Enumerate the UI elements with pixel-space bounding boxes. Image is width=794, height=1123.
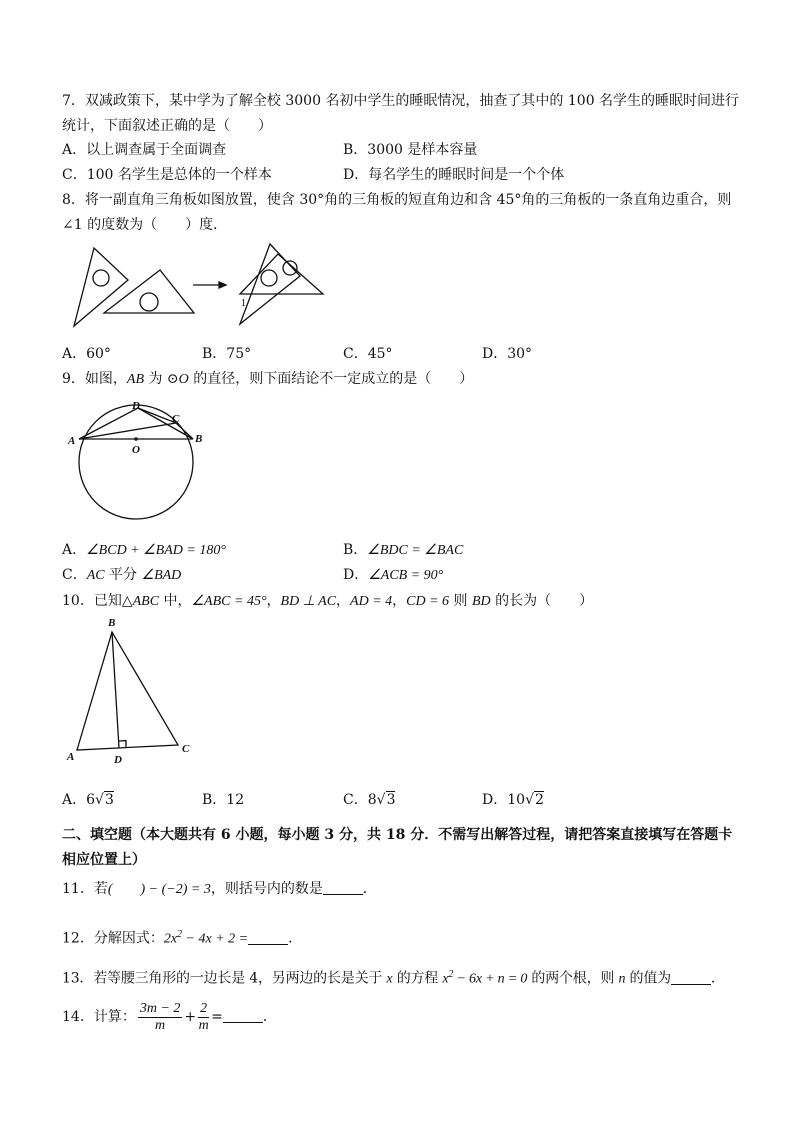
q9-circle-figure	[62, 398, 212, 528]
q9-label-b: B	[195, 433, 203, 445]
q8-right-hole	[140, 293, 158, 311]
q10-option-a-coef: 6	[86, 792, 96, 808]
q10-altitude-bd	[112, 632, 119, 748]
q10-option-c-prefix: C．	[343, 792, 368, 808]
q10-label-a: A	[67, 751, 75, 763]
q10-stem	[62, 592, 593, 611]
q8-stem-line1: 8．将一副直角三角板如图放置，使含 30°角的三角板的短直角边和含 45°角的三角板的一条直角边重合，则	[62, 192, 732, 208]
q8-option-d: D．30°	[482, 346, 533, 362]
q10-option-c	[343, 791, 395, 809]
q10-t6: 的长为（ ）	[490, 593, 594, 609]
q10-option-d-prefix: D．	[482, 792, 508, 808]
q10-m5: BD	[471, 594, 491, 609]
q10-option-b: B．12	[202, 792, 245, 808]
q9-center-dot	[134, 437, 138, 441]
q9-option-c	[62, 566, 181, 585]
q9-option-c-math1: AC	[86, 568, 105, 583]
q10-option-a-prefix: A．	[62, 792, 87, 808]
q10-m3: AD = 4	[350, 594, 393, 609]
q9-option-c-math2: ∠BAD	[141, 568, 182, 583]
q13-post: 的两个根，则	[527, 970, 619, 987]
q12	[62, 926, 302, 949]
q13-eq-b: − 6x + n = 0	[453, 971, 528, 987]
q12-expr-a: 2x	[163, 931, 178, 947]
q12-expr-b: − 4x + 2 =	[182, 931, 249, 947]
q14-num1: 3m − 2	[139, 1000, 181, 1016]
q10-option-d	[482, 791, 544, 809]
q9-label-c: C	[172, 413, 180, 425]
q9-option-d-math: ∠ACB = 90°	[368, 568, 444, 583]
q13-answer-blank[interactable]	[671, 970, 711, 985]
q10-abc: ABC	[132, 594, 160, 609]
q14-eq: =	[211, 1009, 223, 1025]
q10-t5: 则	[449, 593, 472, 609]
q9-option-b	[343, 541, 463, 560]
q11-answer-blank[interactable]	[323, 880, 363, 895]
q9-stem-mid: 为 ⊙	[144, 371, 179, 387]
q9-option-c-text: 平分	[104, 567, 142, 583]
q14-num2: 2	[200, 1000, 208, 1016]
q9-stem	[62, 370, 473, 389]
q8-option-b: B．75°	[202, 346, 252, 362]
q9-option-d-prefix: D．	[343, 567, 369, 583]
q10-m1: ∠ABC = 45°	[191, 594, 267, 609]
q14-fraction-1	[138, 1001, 183, 1034]
q12-end: ．	[288, 930, 303, 947]
q10-triangle-figure	[64, 618, 204, 768]
q14-end: ．	[262, 1009, 277, 1025]
q9-option-a-math: ∠BCD + ∠BAD = 180°	[86, 543, 226, 558]
q7-option-d: D．每名学生的睡眠时间是一个个体	[343, 167, 565, 183]
q10-option-a-radicand: 3	[104, 792, 114, 808]
q10-label-b: B	[108, 617, 116, 629]
q8-right-triangle	[104, 270, 194, 313]
q14-den2: m	[198, 1017, 209, 1033]
q10-pre: 10．已知△	[62, 593, 133, 609]
q11	[62, 880, 377, 899]
q9-label-o: O	[132, 444, 140, 456]
q10-m2: BD ⊥ AC	[280, 594, 337, 609]
q7-stem-line2: 统计，下面叙述正确的是（ ）	[62, 118, 272, 134]
q9-option-b-prefix: B．	[343, 542, 368, 558]
q9-option-c-prefix: C．	[62, 567, 87, 583]
q13-end: ．	[710, 970, 725, 987]
q10-option-d-coef: 10	[507, 792, 526, 808]
q10-t1: 中，	[159, 593, 192, 609]
q8-triangle-figure	[68, 242, 338, 332]
q14-answer-blank[interactable]	[223, 1008, 263, 1023]
q9-label-a: A	[68, 435, 76, 447]
q14-plus: +	[184, 1009, 197, 1025]
q10-t3: ，	[336, 593, 351, 609]
section2-heading-line2: 相应位置上）	[62, 852, 146, 868]
q11-pre: 11．若	[62, 881, 108, 897]
q13	[62, 966, 725, 989]
q12-sup: 2	[177, 929, 183, 940]
q10-option-c-radicand: 3	[386, 792, 396, 808]
q13-x: x	[386, 971, 393, 987]
q11-expr: ( ) − (−2) = 3	[107, 882, 211, 897]
q10-right-angle-mark	[119, 741, 126, 748]
q9-option-b-math: ∠BDC = ∠BAC	[367, 543, 464, 558]
q14-fraction-2	[198, 1001, 209, 1034]
q8-moved-hole-a	[261, 270, 277, 286]
q7-option-b: B．3000 是样本容量	[343, 142, 478, 158]
q9-chord-dc	[138, 408, 176, 423]
q7-option-a: A．以上调查属于全面调查	[62, 142, 227, 158]
q13-pre: 13．若等腰三角形的一边长是 4，另两边的长是关于	[62, 970, 387, 987]
q14-pre: 14．计算：	[62, 1009, 136, 1025]
sqrt-icon: √	[525, 792, 534, 808]
q7-stem-line1: 7．双减政策下，某中学为了解全校 3000 名初中学生的睡眠情况，抽查了其中的 100 名学生的睡眠时间进行	[62, 93, 740, 109]
section2-heading-line1: 二、填空题（本大题共有 6 小题，每小题 3 分，共 18 分．不需写出解答过程，请把答案直接填写在答题卡	[62, 827, 733, 843]
q11-post: ，则括号内的数是	[210, 881, 323, 897]
sqrt-icon: √	[376, 792, 386, 808]
q8-left-triangle	[74, 248, 128, 326]
q8-angle-label: 1	[241, 298, 246, 309]
q10-label-c: C	[182, 743, 190, 755]
q9-stem-o: O	[178, 372, 189, 387]
q9-option-a-prefix: A．	[62, 542, 87, 558]
q11-end: ．	[362, 881, 377, 897]
q13-eq-a: x	[442, 971, 449, 987]
q8-arrow-head	[219, 282, 226, 288]
q9-option-d	[343, 566, 443, 585]
q14-den1: m	[155, 1017, 166, 1033]
q10-option-d-radicand: 2	[534, 792, 544, 808]
q8-option-c: C．45°	[343, 346, 393, 362]
q10-t2: ，	[266, 593, 281, 609]
q8-option-a: A．60°	[62, 346, 111, 362]
q13-mid: 的方程	[392, 970, 443, 987]
q13-n: n	[618, 971, 626, 987]
q7-option-c: C．100 名学生是总体的一个样本	[62, 167, 272, 183]
q9-option-a	[62, 541, 226, 560]
q10-option-a	[62, 791, 114, 809]
q12-answer-blank[interactable]	[248, 930, 288, 945]
q10-m4: CD = 6	[406, 594, 450, 609]
q14	[62, 1000, 277, 1034]
q13-sup: 2	[448, 969, 454, 980]
q10-label-d: D	[114, 754, 122, 766]
q10-option-c-coef: 8	[367, 792, 377, 808]
q8-stem-line2: ∠1 的度数为（ ）度．	[62, 217, 228, 233]
q12-pre: 12．分解因式：	[62, 930, 164, 947]
q9-stem-post: 的直径，则下面结论不一定成立的是（ ）	[188, 371, 474, 387]
q8-left-hole	[93, 270, 109, 286]
sqrt-icon: √	[95, 792, 104, 808]
q9-stem-pre: 9．如图，	[62, 371, 127, 387]
q13-post2: 的值为	[625, 970, 671, 987]
q9-stem-ab: AB	[126, 372, 145, 387]
q8-moved-hole-b	[283, 261, 297, 275]
q10-t4: ，	[392, 593, 407, 609]
q8-moved-45-triangle	[240, 254, 323, 294]
q10-triangle-abc	[77, 632, 178, 750]
q9-label-d: D	[132, 400, 140, 412]
